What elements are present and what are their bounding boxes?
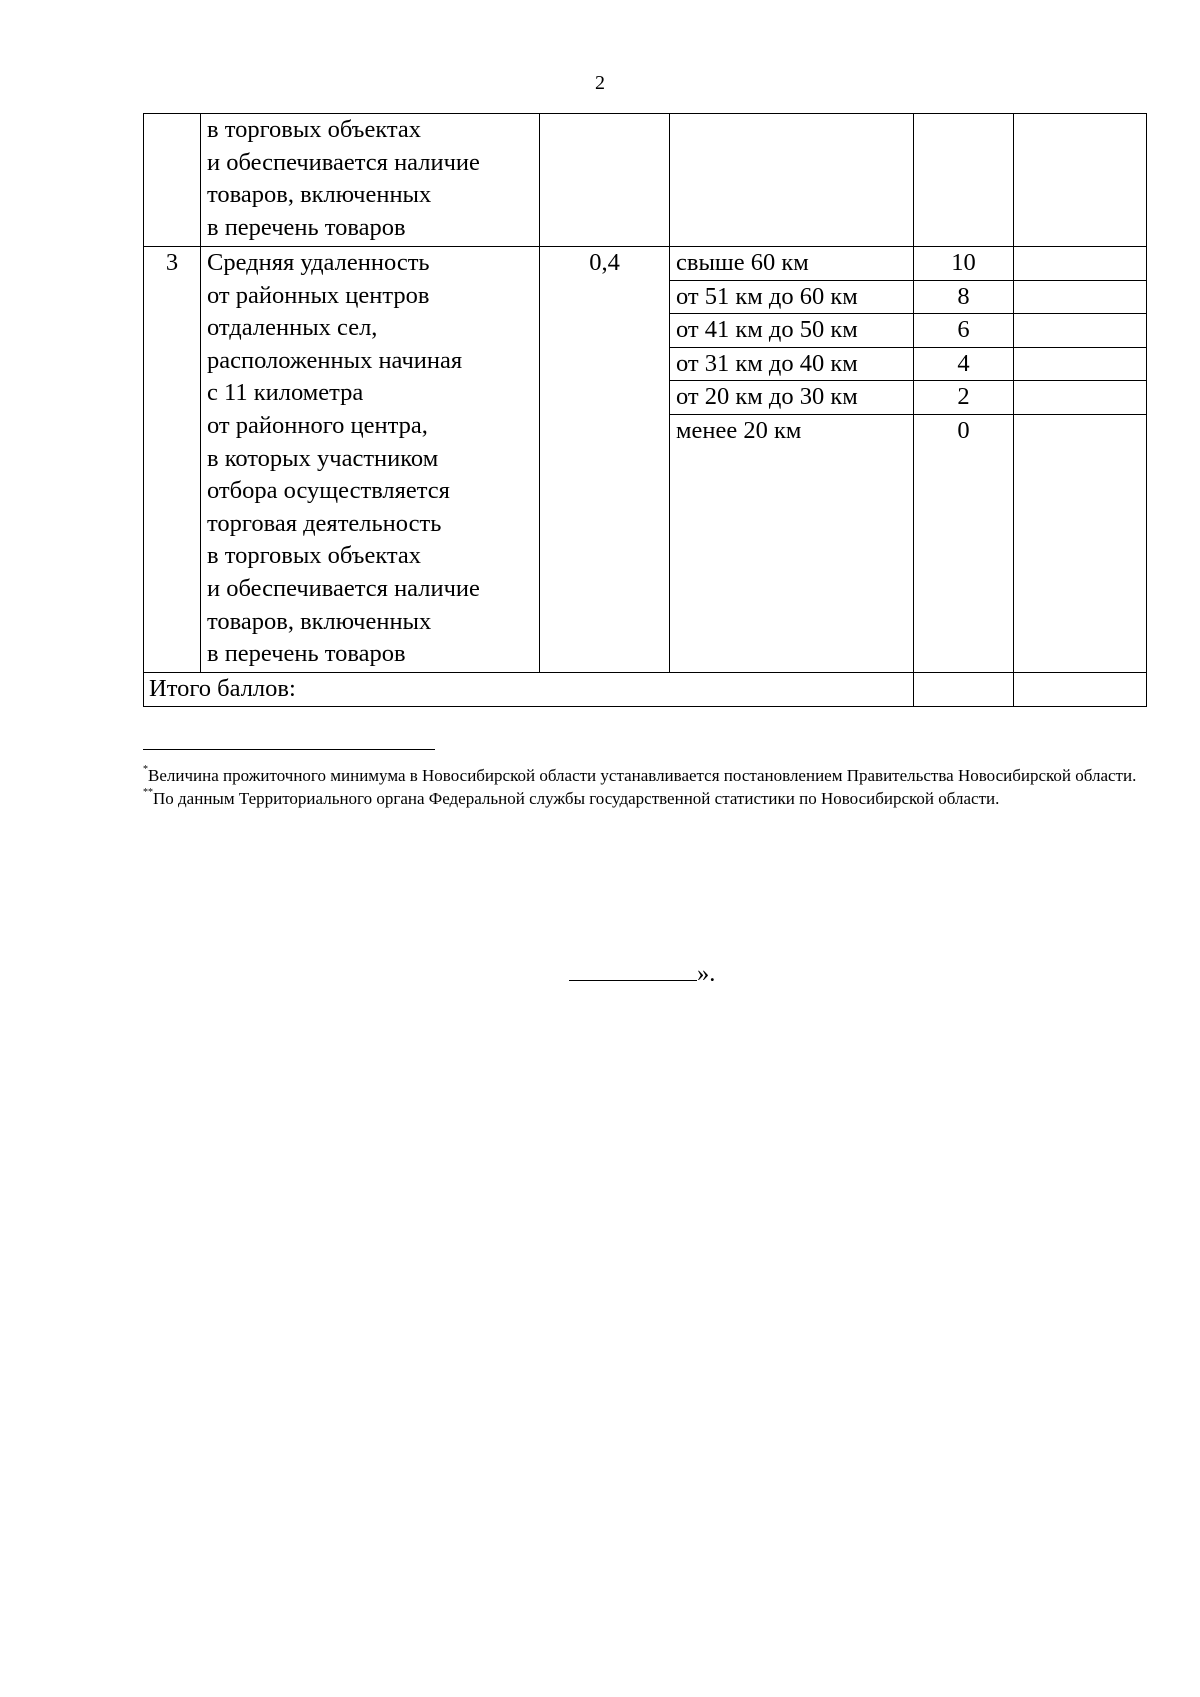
- criterion-line: в торговых объектах: [207, 542, 422, 570]
- weight-cell: 0,4: [540, 247, 670, 673]
- criterion-line: и обеспечивается наличие: [207, 148, 480, 176]
- page-number: 2: [595, 72, 605, 94]
- criterion-line: Средняя удаленность: [207, 249, 430, 276]
- range-cell: от 31 км до 40 км: [670, 347, 914, 381]
- criteria-table: [143, 113, 1147, 707]
- score-cell: 2: [914, 381, 1014, 415]
- table-row-total: [144, 672, 1147, 706]
- range-cell: от 51 км до 60 км: [670, 280, 914, 314]
- closing: [569, 958, 715, 989]
- result-cell: [1014, 347, 1147, 381]
- criterion-line: с 11 километра: [207, 379, 364, 407]
- footnote: [143, 787, 1146, 810]
- total-result-cell: [1014, 672, 1147, 706]
- criterion-line: товаров, включенных: [207, 181, 432, 209]
- score-cell: 0: [914, 414, 1014, 672]
- footnote-separator: [143, 749, 435, 750]
- criterion-line: товаров, включенных: [207, 607, 432, 635]
- total-label: Итого баллов:: [144, 672, 914, 706]
- criterion-line: в перечень товаров: [207, 640, 406, 668]
- footnote-text: Величина прожиточного минимума в Новосибирской области устанавливается постановлением Правительства Новосибирской области.: [148, 766, 1137, 785]
- result-cell: [1014, 314, 1147, 348]
- criterion-line: от районных центров: [207, 281, 430, 309]
- criterion-cell: [201, 114, 540, 247]
- footnote-mark: *: [143, 764, 148, 775]
- score-cell: 4: [914, 347, 1014, 381]
- range-cell: [670, 114, 914, 247]
- criterion-line: отдаленных сел,: [207, 314, 378, 342]
- table-row-continued: [144, 114, 1147, 247]
- result-cell: [1014, 381, 1147, 415]
- criterion-line: торговая деятельность: [207, 509, 442, 537]
- result-cell: [1014, 414, 1147, 672]
- score-cell: 8: [914, 280, 1014, 314]
- criterion-line: и обеспечивается наличие: [207, 574, 480, 602]
- range-cell: от 20 км до 30 км: [670, 381, 914, 415]
- footnote-text: По данным Территориального органа Федеральной службы государственной статистики по Новосибирской области.: [153, 789, 1000, 808]
- score-cell: 10: [914, 247, 1014, 281]
- criterion-line: в которых участником: [207, 444, 439, 472]
- criterion-line: в перечень товаров: [207, 213, 406, 241]
- score-cell: [914, 114, 1014, 247]
- result-cell: [1014, 280, 1147, 314]
- criterion-line: отбора осуществляется: [207, 477, 450, 505]
- row-number-cell: [144, 114, 201, 247]
- closing-blank-line: [569, 958, 697, 981]
- result-cell: [1014, 114, 1147, 247]
- criterion-line: от районного центра,: [207, 411, 428, 439]
- row-number-cell: 3: [144, 247, 201, 673]
- closing-mark: ».: [697, 960, 716, 987]
- criterion-line: расположенных начиная: [207, 346, 463, 374]
- range-cell: менее 20 км: [670, 414, 914, 672]
- footnote-mark: **: [143, 787, 153, 798]
- total-score-cell: [914, 672, 1014, 706]
- table-row-3: [144, 247, 1147, 281]
- footnotes: [143, 764, 1146, 810]
- score-cell: 6: [914, 314, 1014, 348]
- criterion-line: в торговых объектах: [207, 116, 422, 143]
- criterion-cell: [201, 247, 540, 673]
- result-cell: [1014, 247, 1147, 281]
- footnote: [143, 764, 1146, 787]
- weight-cell: [540, 114, 670, 247]
- range-cell: свыше 60 км: [670, 247, 914, 281]
- range-cell: от 41 км до 50 км: [670, 314, 914, 348]
